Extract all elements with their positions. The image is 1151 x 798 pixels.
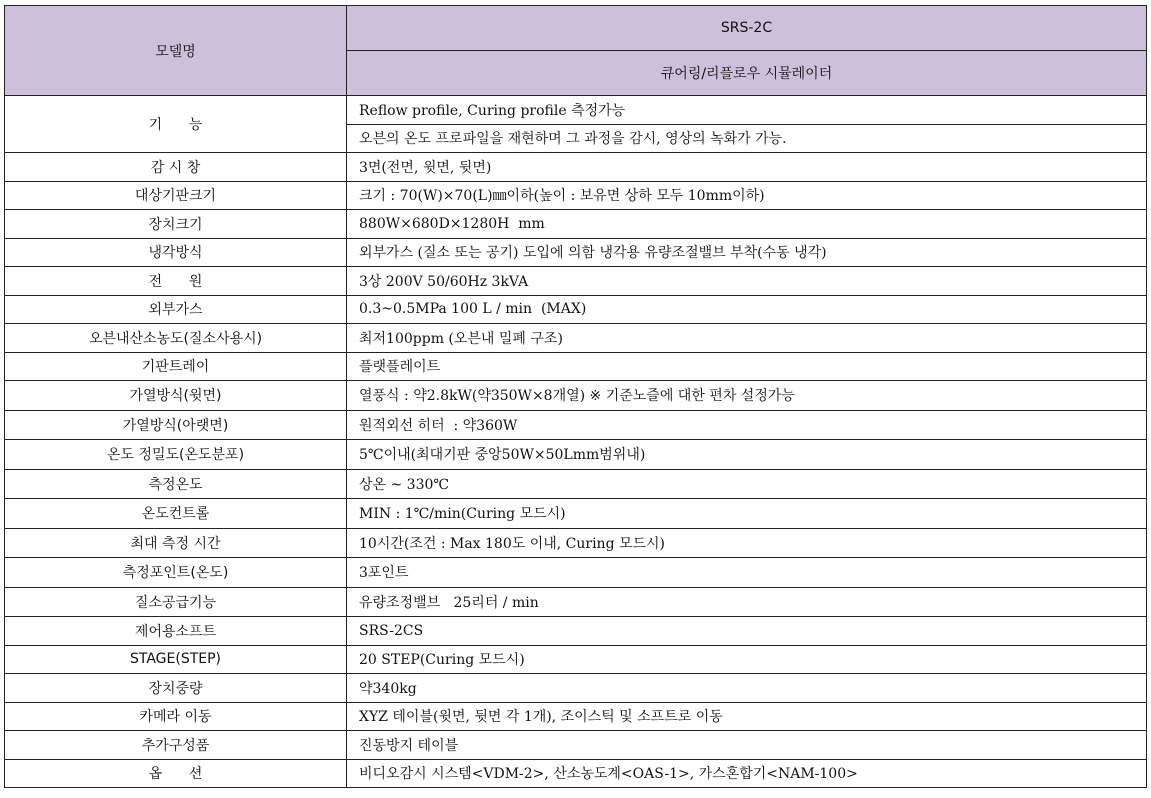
function-row	[5, 96, 1147, 125]
spec-row	[5, 558, 1147, 588]
spec-value: 원적외선 히터 : 약360W	[347, 410, 1147, 440]
model-code: SRS-2C	[347, 6, 1147, 51]
spec-value: 3면(전면, 윗면, 뒷면)	[347, 153, 1147, 182]
spec-label: 측정포인트(온도)	[5, 558, 347, 588]
spec-value: SRS-2CS	[347, 617, 1147, 646]
model-description: 큐어링/리플로우 시뮬레이터	[347, 51, 1147, 96]
spec-row	[5, 587, 1147, 617]
spec-value: 5℃이내(최대기판 중앙50W×50Lmm범위내)	[347, 440, 1147, 470]
spec-value: MIN : 1℃/min(Curing 모드시)	[347, 499, 1147, 529]
spec-value: 상온 ~ 330℃	[347, 469, 1147, 499]
spec-label: 냉각방식	[5, 238, 347, 267]
spec-value: 3포인트	[347, 558, 1147, 588]
spec-value: 열풍식 : 약2.8kW(약350W×8개열) ※ 기준노즐에 대한 편차 설정가능	[347, 381, 1147, 411]
spec-value: 20 STEP(Curing 모드시)	[347, 645, 1147, 674]
header-row	[5, 6, 1147, 51]
spec-label: 전 원	[5, 267, 347, 296]
spec-label: 측정온도	[5, 469, 347, 499]
spec-label: 온도컨트롤	[5, 499, 347, 529]
spec-row	[5, 352, 1147, 381]
spec-label: 장치중량	[5, 674, 347, 703]
spec-label: 외부가스	[5, 295, 347, 324]
spec-row	[5, 617, 1147, 646]
spec-value: 플랫플레이트	[347, 352, 1147, 381]
spec-value: 외부가스 (질소 또는 공기) 도입에 의함 냉각용 유량조절밸브 부착(수동 냉각)	[347, 238, 1147, 267]
spec-value: 크기 : 70(W)×70(L)㎜이하(높이 : 보유면 상하 모두 10mm이하)	[347, 181, 1147, 210]
spec-label: 온도 정밀도(온도분포)	[5, 440, 347, 470]
spec-row	[5, 410, 1147, 440]
spec-value: 유량조정밸브 25리터 / min	[347, 587, 1147, 617]
spec-row	[5, 181, 1147, 210]
spec-row	[5, 702, 1147, 731]
spec-row	[5, 469, 1147, 499]
spec-label: 최대 측정 시간	[5, 528, 347, 558]
function-label: 기 능	[5, 96, 347, 153]
spec-label: 질소공급기능	[5, 587, 347, 617]
spec-value: 0.3~0.5MPa 100 L / min (MAX)	[347, 295, 1147, 324]
spec-value: 880W×680D×1280H mm	[347, 210, 1147, 239]
spec-label: 카메라 이동	[5, 702, 347, 731]
spec-value: 최저100ppm (오븐내 밀폐 구조)	[347, 324, 1147, 353]
spec-row	[5, 759, 1147, 788]
spec-table	[4, 5, 1147, 788]
function-line-2: 오븐의 온도 프로파일을 재현하며 그 과정을 감시, 영상의 녹화가 가능.	[347, 124, 1147, 153]
spec-row	[5, 153, 1147, 182]
spec-value: 10시간(조건 : Max 180도 이내, Curing 모드시)	[347, 528, 1147, 558]
spec-label: 오븐내산소농도(질소사용시)	[5, 324, 347, 353]
spec-row	[5, 645, 1147, 674]
spec-row	[5, 528, 1147, 558]
spec-row	[5, 295, 1147, 324]
spec-row	[5, 238, 1147, 267]
spec-row	[5, 731, 1147, 760]
spec-row	[5, 324, 1147, 353]
spec-label: 장치크기	[5, 210, 347, 239]
spec-row	[5, 440, 1147, 470]
function-line-1: Reflow profile, Curing profile 측정가능	[347, 96, 1147, 125]
spec-label: 기판트레이	[5, 352, 347, 381]
spec-row	[5, 499, 1147, 529]
spec-value: 비디오감시 시스템<VDM-2>, 산소농도계<OAS-1>, 가스혼합기<NAM-100>	[347, 759, 1147, 788]
spec-value: 진동방지 테이블	[347, 731, 1147, 760]
spec-label: 제어용소프트	[5, 617, 347, 646]
spec-label: 옵 션	[5, 759, 347, 788]
spec-value: 3상 200V 50/60Hz 3kVA	[347, 267, 1147, 296]
spec-row	[5, 267, 1147, 296]
spec-label: 추가구성품	[5, 731, 347, 760]
spec-value: XYZ 테이블(윗면, 뒷면 각 1개), 조이스틱 및 소프트로 이동	[347, 702, 1147, 731]
spec-row	[5, 210, 1147, 239]
spec-label: 가열방식(윗면)	[5, 381, 347, 411]
spec-label: 가열방식(아랫면)	[5, 410, 347, 440]
spec-label: 대상기판크기	[5, 181, 347, 210]
spec-label: 감 시 창	[5, 153, 347, 182]
spec-row	[5, 381, 1147, 411]
spec-value: 약340kg	[347, 674, 1147, 703]
model-name-label: 모델명	[5, 6, 347, 96]
spec-label: STAGE(STEP)	[5, 645, 347, 674]
spec-row	[5, 674, 1147, 703]
